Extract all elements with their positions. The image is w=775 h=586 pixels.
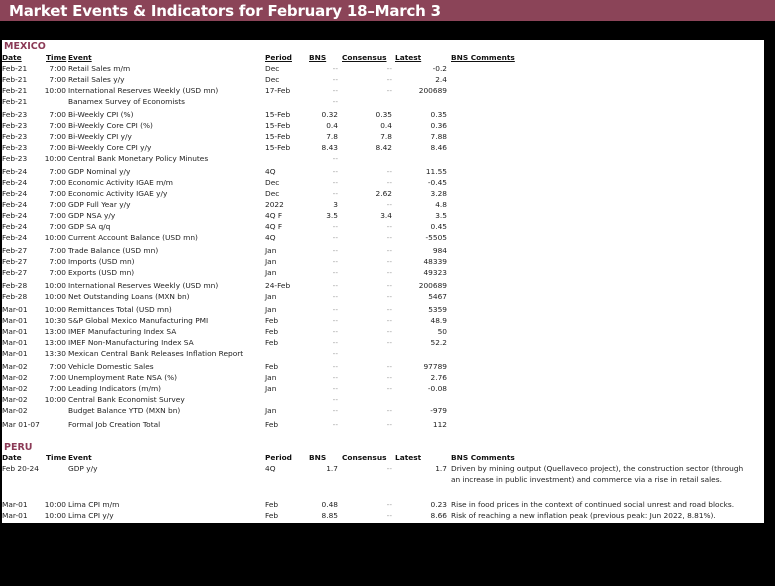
cell-bns: -- (332, 292, 338, 301)
cell-period: 15-Feb (265, 143, 291, 152)
header-time: Time (46, 53, 67, 62)
cell-time: 10:30 (44, 316, 66, 325)
cell-period: Dec (265, 75, 280, 84)
table-row (2, 394, 764, 405)
header-comments: BNS Comments (451, 53, 515, 62)
table-row (2, 96, 764, 107)
cell-date: Feb 20-24 (2, 464, 39, 473)
cell-event: Remittances Total (USD mn) (68, 305, 172, 314)
cell-latest: -0.45 (427, 178, 447, 187)
cell-event: Retail Sales y/y (68, 75, 125, 84)
table-row (2, 153, 764, 164)
cell-latest: -5505 (425, 233, 447, 242)
cell-consensus: 0.4 (380, 121, 392, 130)
cell-event: Lima CPI m/m (68, 500, 120, 509)
cell-consensus: 8.42 (375, 143, 392, 152)
table-row (2, 166, 764, 177)
cell-period: 15-Feb (265, 121, 291, 130)
cell-latest: 3.28 (430, 189, 447, 198)
cell-consensus: -- (386, 200, 392, 209)
cell-time: 10:00 (44, 292, 66, 301)
cell-event: Net Outstanding Loans (MXN bn) (68, 292, 190, 301)
cell-date: Feb-23 (2, 110, 28, 119)
cell-event: Bi-Weekly Core CPI y/y (68, 143, 152, 152)
cell-time: 10:00 (44, 500, 66, 509)
cell-period: Feb (265, 511, 279, 520)
cell-time: 7:00 (49, 362, 66, 371)
cell-date: Feb-24 (2, 200, 28, 209)
cell-latest: 984 (432, 246, 447, 255)
header-event: Event (68, 53, 92, 62)
cell-bns: -- (332, 233, 338, 242)
cell-date: Feb-21 (2, 64, 28, 73)
header-latest: Latest (395, 453, 422, 462)
cell-period: Jan (265, 268, 277, 277)
cell-bns: -- (332, 362, 338, 371)
page-title: Market Events & Indicators for February 18–March 3 (9, 2, 441, 20)
cell-date: Mar-02 (2, 395, 28, 404)
cell-latest: 4.8 (435, 200, 447, 209)
header-latest: Latest (395, 53, 422, 62)
table-row (2, 199, 764, 210)
cell-event: Economic Activity IGAE m/m (68, 178, 173, 187)
table-row (2, 291, 764, 302)
cell-consensus: -- (386, 327, 392, 336)
table-row (2, 304, 764, 315)
cell-bns: -- (332, 327, 338, 336)
events-panel (2, 40, 764, 523)
cell-period: Feb (265, 500, 279, 509)
cell-latest: 112 (432, 420, 447, 429)
table-row (2, 348, 764, 359)
cell-event: Central Bank Monetary Policy Minutes (68, 154, 209, 163)
cell-time: 7:00 (49, 167, 66, 176)
table-row (2, 120, 764, 131)
cell-date: Mar-01 (2, 511, 28, 520)
header-bns: BNS (309, 53, 327, 62)
cell-date: Feb-28 (2, 281, 28, 290)
table-row (2, 221, 764, 232)
cell-consensus: -- (386, 305, 392, 314)
cell-period: Feb (265, 362, 279, 371)
cell-consensus: 3.4 (380, 211, 392, 220)
header-date: Date (2, 453, 22, 462)
cell-bns: -- (332, 373, 338, 382)
cell-time: 7:00 (49, 64, 66, 73)
cell-consensus: -- (386, 464, 392, 473)
cell-bns: -- (332, 154, 338, 163)
cell-bns: -- (332, 349, 338, 358)
cell-latest: 8.46 (430, 143, 447, 152)
table-row (2, 63, 764, 74)
cell-event: GDP NSA y/y (68, 211, 116, 220)
cell-event: Unemployment Rate NSA (%) (68, 373, 178, 382)
cell-period: 2022 (265, 200, 284, 209)
header-bns: BNS (309, 453, 327, 462)
cell-date: Mar-01 (2, 338, 28, 347)
cell-bns: -- (332, 178, 338, 187)
cell-consensus: -- (386, 167, 392, 176)
cell-period: Jan (265, 384, 277, 393)
cell-time: 10:00 (44, 154, 66, 163)
cell-event: GDP SA q/q (68, 222, 111, 231)
table-row (2, 256, 764, 267)
cell-latest: 8.66 (430, 511, 447, 520)
cell-consensus: -- (386, 406, 392, 415)
cell-date: Feb-27 (2, 257, 28, 266)
cell-consensus: -- (386, 268, 392, 277)
cell-event: International Reserves Weekly (USD mn) (68, 86, 219, 95)
table-row (2, 510, 764, 521)
cell-comments: Risk of reaching a new inflation peak (previous peak: Jun 2022, 8.81%). (451, 511, 716, 520)
table-row (2, 85, 764, 96)
cell-bns: -- (332, 384, 338, 393)
cell-latest: 5467 (428, 292, 447, 301)
cell-bns: 8.85 (321, 511, 338, 520)
cell-consensus: -- (386, 233, 392, 242)
cell-time: 7:00 (49, 246, 66, 255)
table-row (2, 372, 764, 383)
cell-date: Feb-27 (2, 268, 28, 277)
cell-period: Feb (265, 338, 279, 347)
cell-date: Feb-23 (2, 121, 28, 130)
header-event: Event (68, 453, 92, 462)
table-row (2, 177, 764, 188)
cell-date: Mar-01 (2, 327, 28, 336)
cell-date: Feb-27 (2, 246, 28, 255)
cell-bns: -- (332, 167, 338, 176)
cell-time: 7:00 (49, 211, 66, 220)
cell-time: 7:00 (49, 200, 66, 209)
cell-time: 7:00 (49, 75, 66, 84)
cell-bns: -- (332, 97, 338, 106)
cell-event: Imports (USD mn) (68, 257, 135, 266)
cell-period: 17-Feb (265, 86, 291, 95)
cell-time: 7:00 (49, 143, 66, 152)
cell-event: Bi-Weekly CPI y/y (68, 132, 132, 141)
cell-time: 7:00 (49, 268, 66, 277)
cell-consensus: -- (386, 86, 392, 95)
cell-consensus: -- (386, 222, 392, 231)
cell-period: Jan (265, 292, 277, 301)
cell-time: 10:00 (44, 233, 66, 242)
cell-period: 4Q (265, 167, 276, 176)
section-title-peru: PERU (4, 442, 33, 453)
cell-event: Trade Balance (USD mn) (68, 246, 159, 255)
table-row (2, 109, 764, 120)
table-row (2, 280, 764, 291)
cell-period: Jan (265, 246, 277, 255)
cell-event: Retail Sales m/m (68, 64, 131, 73)
cell-date: Feb-21 (2, 75, 28, 84)
cell-bns: -- (332, 268, 338, 277)
table-row (2, 74, 764, 85)
cell-event: Current Account Balance (USD mn) (68, 233, 198, 242)
cell-date: Mar-01 (2, 316, 28, 325)
cell-date: Mar-01 (2, 500, 28, 509)
cell-bns: -- (332, 420, 338, 429)
cell-latest: 0.36 (430, 121, 447, 130)
cell-bns: 3 (333, 200, 338, 209)
header-comments: BNS Comments (451, 453, 515, 462)
cell-time: 10:00 (44, 305, 66, 314)
cell-time: 7:00 (49, 178, 66, 187)
mexico-header-row (2, 52, 764, 63)
cell-latest: 11.55 (425, 167, 447, 176)
table-row (2, 142, 764, 153)
cell-bns: -- (332, 316, 338, 325)
table-row (2, 188, 764, 199)
cell-bns: -- (332, 246, 338, 255)
cell-date: Mar-02 (2, 362, 28, 371)
cell-event: International Reserves Weekly (USD mn) (68, 281, 219, 290)
cell-period: Dec (265, 189, 280, 198)
cell-event: Formal Job Creation Total (68, 420, 161, 429)
cell-event: GDP Nominal y/y (68, 167, 131, 176)
cell-event: IMEF Manufacturing Index SA (68, 327, 177, 336)
cell-time: 7:00 (49, 384, 66, 393)
cell-consensus: -- (386, 500, 392, 509)
cell-consensus: -- (386, 246, 392, 255)
cell-time: 7:00 (49, 222, 66, 231)
cell-bns: 7.8 (326, 132, 338, 141)
table-row (2, 326, 764, 337)
cell-event: Lima CPI y/y (68, 511, 114, 520)
cell-consensus: -- (386, 384, 392, 393)
cell-latest: 7.88 (430, 132, 447, 141)
cell-date: Feb-28 (2, 292, 28, 301)
cell-latest: 200689 (418, 281, 447, 290)
cell-consensus: -- (386, 292, 392, 301)
cell-date: Feb-23 (2, 132, 28, 141)
title-bar (0, 0, 775, 21)
table-row (2, 131, 764, 142)
header-period: Period (265, 53, 292, 62)
table-row (2, 267, 764, 278)
cell-period: Dec (265, 64, 280, 73)
cell-latest: 3.5 (435, 211, 447, 220)
table-row (2, 361, 764, 372)
cell-bns: 3.5 (326, 211, 338, 220)
table-row (2, 337, 764, 348)
cell-date: Feb-23 (2, 143, 28, 152)
cell-bns: -- (332, 395, 338, 404)
cell-period: 4Q (265, 233, 276, 242)
cell-period: Jan (265, 406, 277, 415)
table-row (2, 315, 764, 326)
cell-event: Central Bank Economist Survey (68, 395, 185, 404)
cell-date: Feb-24 (2, 233, 28, 242)
cell-date: Mar-01 (2, 349, 28, 358)
cell-consensus: 7.8 (380, 132, 392, 141)
cell-bns: -- (332, 281, 338, 290)
cell-event: Bi-Weekly CPI (%) (68, 110, 134, 119)
cell-consensus: -- (386, 338, 392, 347)
cell-date: Feb-21 (2, 97, 28, 106)
header-consensus: Consensus (342, 453, 387, 462)
cell-event: Leading Indicators (m/m) (68, 384, 162, 393)
cell-period: Feb (265, 316, 279, 325)
cell-consensus: -- (386, 362, 392, 371)
cell-event: Bi-Weekly Core CPI (%) (68, 121, 153, 130)
cell-bns: -- (332, 86, 338, 95)
cell-event: Budget Balance YTD (MXN bn) (68, 406, 181, 415)
cell-bns: -- (332, 305, 338, 314)
cell-latest: 200689 (418, 86, 447, 95)
cell-time: 13:00 (44, 327, 66, 336)
cell-consensus: -- (386, 373, 392, 382)
cell-period: Dec (265, 178, 280, 187)
header-consensus: Consensus (342, 53, 387, 62)
cell-period: 24-Feb (265, 281, 291, 290)
cell-time: 7:00 (49, 110, 66, 119)
table-row (2, 499, 764, 510)
cell-comments: Driven by mining output (Quellaveco project), the construction sector (through an increase in public investment) and commerce via a rise in retail sales. (451, 464, 744, 484)
cell-latest: 48339 (423, 257, 447, 266)
cell-consensus: -- (386, 420, 392, 429)
cell-event: S&P Global Mexico Manufacturing PMI (68, 316, 209, 325)
cell-time: 10:00 (44, 281, 66, 290)
cell-consensus: -- (386, 511, 392, 520)
cell-bns: 1.7 (326, 464, 338, 473)
cell-time: 10:00 (44, 395, 66, 404)
cell-period: 4Q F (265, 222, 283, 231)
cell-time: 7:00 (49, 121, 66, 130)
cell-event: Vehicle Domestic Sales (68, 362, 154, 371)
cell-time: 13:00 (44, 338, 66, 347)
cell-date: Feb-21 (2, 86, 28, 95)
cell-date: Feb-24 (2, 222, 28, 231)
cell-latest: 52.2 (430, 338, 447, 347)
cell-time: 13:30 (44, 349, 66, 358)
cell-date: Feb-24 (2, 189, 28, 198)
table-row (2, 419, 764, 430)
cell-event: Banamex Survey of Economists (68, 97, 185, 106)
cell-period: Jan (265, 257, 277, 266)
cell-time: 10:00 (44, 86, 66, 95)
cell-latest: 2.4 (435, 75, 447, 84)
table-row (2, 232, 764, 243)
cell-consensus: -- (386, 257, 392, 266)
cell-time: 7:00 (49, 373, 66, 382)
cell-bns: -- (332, 189, 338, 198)
cell-time: 7:00 (49, 132, 66, 141)
cell-date: Mar-02 (2, 406, 28, 415)
header-period: Period (265, 453, 292, 462)
cell-comments: Rise in food prices in the context of continued social unrest and road blocks. (451, 500, 735, 509)
cell-latest: 97789 (423, 362, 447, 371)
peru-header-row (2, 452, 764, 463)
cell-latest: -0.08 (427, 384, 447, 393)
cell-period: Jan (265, 373, 277, 382)
cell-latest: 50 (437, 327, 447, 336)
cell-bns: -- (332, 64, 338, 73)
cell-time: 10:00 (44, 511, 66, 520)
cell-consensus: -- (386, 64, 392, 73)
cell-bns: 8.43 (321, 143, 338, 152)
cell-latest: 49323 (423, 268, 447, 277)
cell-date: Feb-23 (2, 154, 28, 163)
cell-bns: -- (332, 222, 338, 231)
cell-event: Mexican Central Bank Releases Inflation Report (68, 349, 244, 358)
cell-latest: 5359 (428, 305, 447, 314)
cell-period: 4Q F (265, 211, 283, 220)
cell-bns: -- (332, 406, 338, 415)
table-row (2, 210, 764, 221)
header-time: Time (46, 453, 67, 462)
table-row (2, 405, 764, 416)
cell-latest: 0.35 (430, 110, 447, 119)
cell-period: 15-Feb (265, 110, 291, 119)
cell-date: Feb-24 (2, 167, 28, 176)
cell-consensus: -- (386, 178, 392, 187)
cell-period: Jan (265, 305, 277, 314)
cell-time: 7:00 (49, 189, 66, 198)
cell-latest: 48.9 (430, 316, 447, 325)
cell-latest: 2.76 (430, 373, 447, 382)
cell-bns: -- (332, 75, 338, 84)
cell-bns: 0.48 (321, 500, 338, 509)
cell-bns: 0.4 (326, 121, 338, 130)
cell-date: Mar-02 (2, 384, 28, 393)
cell-consensus: 0.35 (375, 110, 392, 119)
cell-event: GDP Full Year y/y (68, 200, 131, 209)
cell-date: Feb-24 (2, 178, 28, 187)
cell-event: GDP y/y (68, 464, 98, 473)
cell-consensus: -- (386, 316, 392, 325)
cell-consensus: -- (386, 281, 392, 290)
cell-bns: -- (332, 257, 338, 266)
cell-bns: 0.32 (321, 110, 338, 119)
table-row (2, 245, 764, 256)
cell-consensus: -- (386, 75, 392, 84)
header-date: Date (2, 53, 22, 62)
cell-latest: -979 (430, 406, 447, 415)
cell-event: Exports (USD mn) (68, 268, 135, 277)
cell-latest: 0.45 (430, 222, 447, 231)
cell-date: Mar 01-07 (2, 420, 40, 429)
section-title-mexico: MEXICO (4, 41, 46, 52)
cell-period: 15-Feb (265, 132, 291, 141)
cell-event: IMEF Non-Manufacturing Index SA (68, 338, 194, 347)
cell-date: Mar-02 (2, 373, 28, 382)
cell-date: Feb-24 (2, 211, 28, 220)
cell-bns: -- (332, 338, 338, 347)
table-row (2, 383, 764, 394)
cell-time: 7:00 (49, 257, 66, 266)
cell-period: Feb (265, 327, 279, 336)
cell-date: Mar-01 (2, 305, 28, 314)
cell-latest: 1.7 (435, 464, 447, 473)
table-row (2, 463, 764, 484)
cell-event: Economic Activity IGAE y/y (68, 189, 168, 198)
cell-period: Feb (265, 420, 279, 429)
cell-consensus: 2.62 (375, 189, 392, 198)
cell-latest: 0.23 (430, 500, 447, 509)
cell-latest: -0.2 (432, 64, 447, 73)
cell-period: 4Q (265, 464, 276, 473)
